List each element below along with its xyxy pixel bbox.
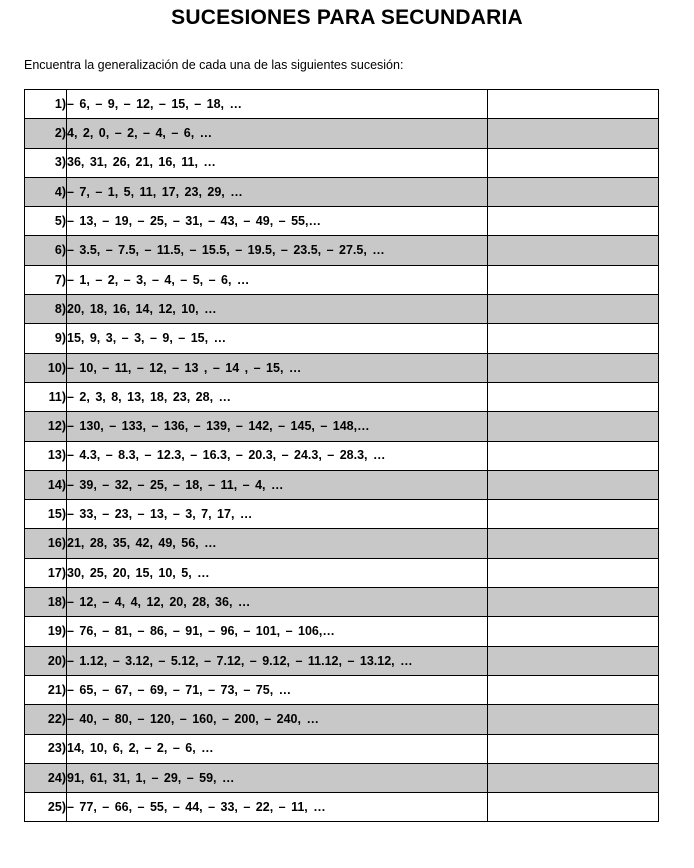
answer-cell[interactable] bbox=[488, 119, 659, 148]
sequence-number: 25) bbox=[25, 793, 67, 822]
sequence-row bbox=[25, 558, 659, 587]
sequence-row bbox=[25, 207, 659, 236]
answer-cell[interactable] bbox=[488, 412, 659, 441]
answer-cell[interactable] bbox=[488, 558, 659, 587]
sequence-terms: – 3.5, – 7.5, – 11.5, – 15.5, – 19.5, – 23.5, – 27.5, … bbox=[67, 236, 488, 265]
sequence-terms: – 130, – 133, – 136, – 139, – 142, – 145, – 148,… bbox=[67, 412, 488, 441]
sequence-number: 24) bbox=[25, 763, 67, 792]
sequence-row bbox=[25, 500, 659, 529]
sequence-row bbox=[25, 148, 659, 177]
answer-cell[interactable] bbox=[488, 646, 659, 675]
sequence-number: 4) bbox=[25, 177, 67, 206]
sequence-row bbox=[25, 412, 659, 441]
sequence-terms: 91, 61, 31, 1, – 29, – 59, … bbox=[67, 763, 488, 792]
answer-cell[interactable] bbox=[488, 588, 659, 617]
sequence-number: 1) bbox=[25, 90, 67, 119]
answer-cell[interactable] bbox=[488, 705, 659, 734]
sequence-number: 8) bbox=[25, 295, 67, 324]
sequence-number: 17) bbox=[25, 558, 67, 587]
sequence-number: 2) bbox=[25, 119, 67, 148]
sequence-row bbox=[25, 793, 659, 822]
sequence-number: 10) bbox=[25, 353, 67, 382]
sequence-terms: 20, 18, 16, 14, 12, 10, … bbox=[67, 295, 488, 324]
sequence-number: 7) bbox=[25, 265, 67, 294]
sequence-terms: 30, 25, 20, 15, 10, 5, … bbox=[67, 558, 488, 587]
sequence-terms: – 40, – 80, – 120, – 160, – 200, – 240, … bbox=[67, 705, 488, 734]
sequence-number: 5) bbox=[25, 207, 67, 236]
sequence-number: 19) bbox=[25, 617, 67, 646]
page-title: SUCESIONES PARA SECUNDARIA bbox=[171, 6, 523, 29]
sequence-terms: 4, 2, 0, – 2, – 4, – 6, … bbox=[67, 119, 488, 148]
answer-cell[interactable] bbox=[488, 675, 659, 704]
sequence-row bbox=[25, 763, 659, 792]
answer-cell[interactable] bbox=[488, 470, 659, 499]
sequence-number: 3) bbox=[25, 148, 67, 177]
answer-cell[interactable] bbox=[488, 265, 659, 294]
sequence-row bbox=[25, 617, 659, 646]
sequence-terms: 14, 10, 6, 2, – 2, – 6, … bbox=[67, 734, 488, 763]
answer-cell[interactable] bbox=[488, 793, 659, 822]
instructions-text: Encuentra la generalización de cada una de las siguientes sucesión: bbox=[24, 58, 404, 72]
sequence-row bbox=[25, 119, 659, 148]
sequence-terms: – 10, – 11, – 12, – 13 , – 14 , – 15, … bbox=[67, 353, 488, 382]
sequence-number: 11) bbox=[25, 382, 67, 411]
answer-cell[interactable] bbox=[488, 500, 659, 529]
sequence-row bbox=[25, 470, 659, 499]
sequence-number: 22) bbox=[25, 705, 67, 734]
sequence-terms: – 2, 3, 8, 13, 18, 23, 28, … bbox=[67, 382, 488, 411]
sequence-row bbox=[25, 646, 659, 675]
sequence-number: 9) bbox=[25, 324, 67, 353]
answer-cell[interactable] bbox=[488, 353, 659, 382]
sequence-row bbox=[25, 382, 659, 411]
sequence-number: 21) bbox=[25, 675, 67, 704]
sequence-terms: – 76, – 81, – 86, – 91, – 96, – 101, – 106,… bbox=[67, 617, 488, 646]
sequence-terms: – 4.3, – 8.3, – 12.3, – 16.3, – 20.3, – 24.3, – 28.3, … bbox=[67, 441, 488, 470]
sequence-number: 23) bbox=[25, 734, 67, 763]
sequences-table bbox=[24, 89, 659, 822]
answer-cell[interactable] bbox=[488, 148, 659, 177]
answer-cell[interactable] bbox=[488, 529, 659, 558]
sequence-row bbox=[25, 295, 659, 324]
sequence-row bbox=[25, 675, 659, 704]
sequence-row bbox=[25, 236, 659, 265]
sequence-terms: 36, 31, 26, 21, 16, 11, … bbox=[67, 148, 488, 177]
sequence-terms: – 1, – 2, – 3, – 4, – 5, – 6, … bbox=[67, 265, 488, 294]
sequence-number: 18) bbox=[25, 588, 67, 617]
sequence-row bbox=[25, 265, 659, 294]
answer-cell[interactable] bbox=[488, 734, 659, 763]
sequence-terms: – 6, – 9, – 12, – 15, – 18, … bbox=[67, 90, 488, 119]
sequence-row bbox=[25, 734, 659, 763]
answer-cell[interactable] bbox=[488, 295, 659, 324]
sequence-number: 15) bbox=[25, 500, 67, 529]
answer-cell[interactable] bbox=[488, 324, 659, 353]
answer-cell[interactable] bbox=[488, 236, 659, 265]
answer-cell[interactable] bbox=[488, 382, 659, 411]
sequence-row bbox=[25, 324, 659, 353]
sequence-terms: – 39, – 32, – 25, – 18, – 11, – 4, … bbox=[67, 470, 488, 499]
sequence-terms: – 77, – 66, – 55, – 44, – 33, – 22, – 11, … bbox=[67, 793, 488, 822]
sequence-number: 14) bbox=[25, 470, 67, 499]
sequence-terms: 21, 28, 35, 42, 49, 56, … bbox=[67, 529, 488, 558]
sequence-number: 6) bbox=[25, 236, 67, 265]
sequences-table-body bbox=[25, 90, 659, 822]
answer-cell[interactable] bbox=[488, 177, 659, 206]
sequence-terms: 15, 9, 3, – 3, – 9, – 15, … bbox=[67, 324, 488, 353]
sequence-terms: – 7, – 1, 5, 11, 17, 23, 29, … bbox=[67, 177, 488, 206]
answer-cell[interactable] bbox=[488, 90, 659, 119]
sequence-row bbox=[25, 588, 659, 617]
sequence-row bbox=[25, 177, 659, 206]
sequence-number: 20) bbox=[25, 646, 67, 675]
answer-cell[interactable] bbox=[488, 207, 659, 236]
sequence-row bbox=[25, 90, 659, 119]
sequence-terms: – 65, – 67, – 69, – 71, – 73, – 75, … bbox=[67, 675, 488, 704]
answer-cell[interactable] bbox=[488, 763, 659, 792]
sequence-terms: – 1.12, – 3.12, – 5.12, – 7.12, – 9.12, – 11.12, – 13.12, … bbox=[67, 646, 488, 675]
answer-cell[interactable] bbox=[488, 441, 659, 470]
sequence-row bbox=[25, 529, 659, 558]
answer-cell[interactable] bbox=[488, 617, 659, 646]
sequence-number: 12) bbox=[25, 412, 67, 441]
sequence-terms: – 13, – 19, – 25, – 31, – 43, – 49, – 55,… bbox=[67, 207, 488, 236]
sequence-number: 16) bbox=[25, 529, 67, 558]
sequence-row bbox=[25, 441, 659, 470]
sequence-row bbox=[25, 705, 659, 734]
sequence-terms: – 33, – 23, – 13, – 3, 7, 17, … bbox=[67, 500, 488, 529]
sequence-number: 13) bbox=[25, 441, 67, 470]
sequence-row bbox=[25, 353, 659, 382]
sequence-terms: – 12, – 4, 4, 12, 20, 28, 36, … bbox=[67, 588, 488, 617]
